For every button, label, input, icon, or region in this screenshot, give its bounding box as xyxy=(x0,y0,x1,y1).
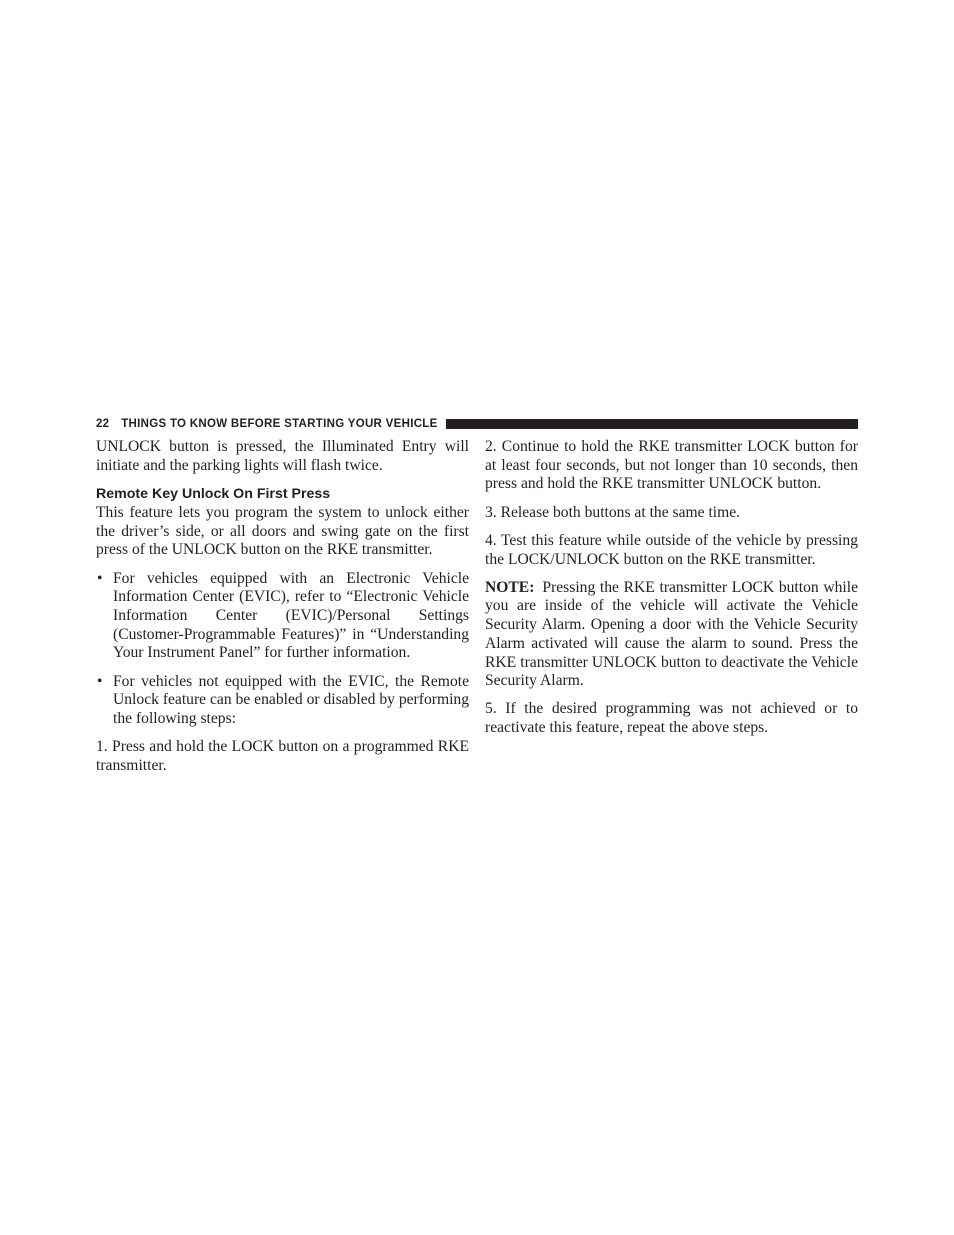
right-column xyxy=(485,438,858,747)
bullet-text: For vehicles equipped with an Electronic Vehicle Information Center (EVIC), refer to “Electronic Vehicle Information Center (EVIC)/Personal Settings (Customer-Programmable Features)” in “Understanding Your Instrument Panel” for further information. xyxy=(113,569,469,662)
step-3: 3. Release both buttons at the same time. xyxy=(485,503,741,521)
section-heading: Remote Key Unlock On First Press xyxy=(96,485,331,502)
intro-paragraph: UNLOCK button is pressed, the Illuminated Entry will initiate and the parking lights will flash twice. xyxy=(96,438,469,474)
step-4: 4. Test this feature while outside of the vehicle by pressing the LOCK/UNLOCK button on the RKE transmitter. xyxy=(485,531,858,568)
header-rule xyxy=(446,419,858,429)
bullet-icon: • xyxy=(97,569,103,587)
step-1: 1. Press and hold the LOCK button on a programmed RKE transmitter. xyxy=(96,738,469,774)
bullet-item xyxy=(96,570,469,664)
note-text: Pressing the RKE transmitter LOCK button while you are inside of the vehicle will activate the Vehicle Security Alarm. Opening a door with the Vehicle Security Alarm activated will cause the alarm to sound. Press the RKE transmitter UNLOCK button to deactivate the Vehicle Security Alarm. xyxy=(485,578,858,690)
step-5: 5. If the desired programming was not achieved or to reactivate this feature, repeat the above steps. xyxy=(485,700,858,737)
bullet-item xyxy=(96,673,469,729)
note-paragraph xyxy=(485,579,858,691)
left-column xyxy=(96,438,469,785)
bullet-list xyxy=(96,570,469,729)
bullet-text: For vehicles not equipped with the EVIC, the Remote Unlock feature can be enabled or disabled by performing the following steps: xyxy=(113,672,469,727)
section-title: THINGS TO KNOW BEFORE STARTING YOUR VEHICLE xyxy=(121,418,438,430)
description-paragraph: This feature lets you program the system to unlock either the driver’s side, or all doors and swing gate on the first press of the UNLOCK button on the RKE transmitter. xyxy=(96,503,469,559)
step-2: 2. Continue to hold the RKE transmitter LOCK button for at least four seconds, but not longer than 10 seconds, then press and hold the RKE transmitter UNLOCK button. xyxy=(485,438,858,493)
page-header xyxy=(96,416,858,432)
bullet-icon: • xyxy=(97,672,103,690)
note-label: NOTE: xyxy=(485,578,535,596)
page-number: 22 xyxy=(96,418,110,430)
